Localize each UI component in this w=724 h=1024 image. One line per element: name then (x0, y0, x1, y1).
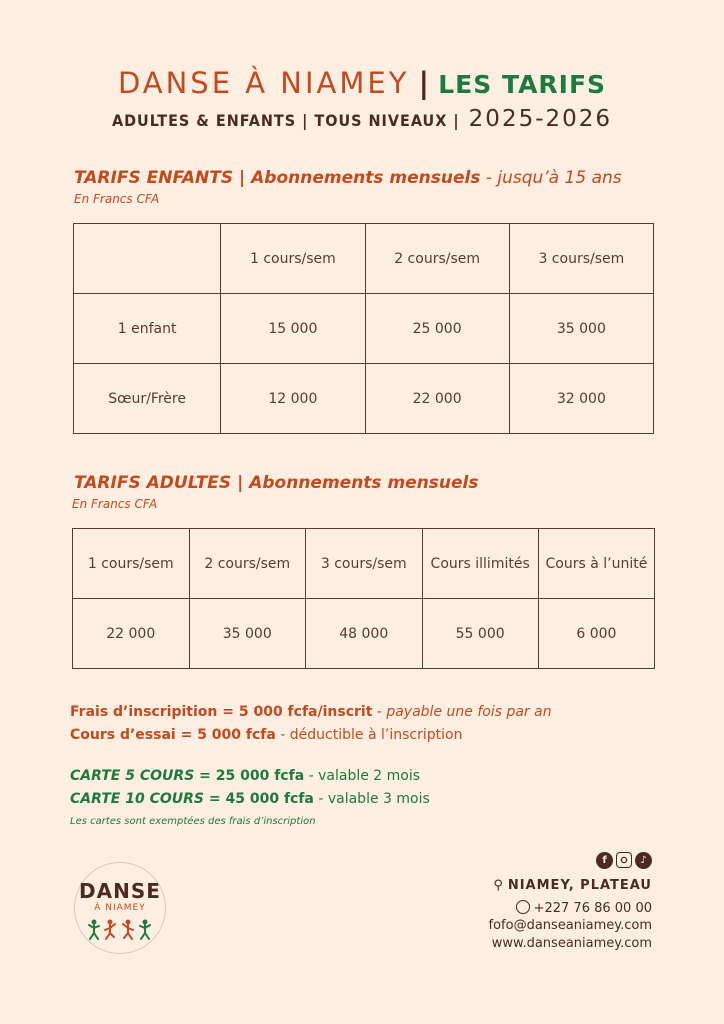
title-tarifs: LES TARIFS (438, 70, 607, 99)
table-cell: 48 000 (306, 599, 423, 669)
location-pin-icon: ⚲ (493, 878, 504, 893)
cartes-exemption-note: Les cartes sont exemptées des frais d’inscription (70, 816, 316, 827)
table-header-row (73, 529, 655, 599)
table-header-cell: 3 cours/sem (306, 529, 423, 599)
adultes-section-title (74, 473, 479, 493)
adultes-title-bold: TARIFS ADULTES | Abonnements mensuels (74, 473, 479, 493)
frais-inscription-line (70, 704, 552, 720)
enfants-title-bold: TARIFS ENFANTS | Abonnements mensuels (74, 168, 481, 188)
contact-website[interactable]: www.danseaniamey.com (491, 936, 652, 951)
contact-phone[interactable] (516, 900, 652, 916)
page-subtitle (0, 106, 724, 132)
title-separator: | (418, 66, 430, 100)
subtitle-text: ADULTES & ENFANTS | TOUS NIVEAUX | (111, 111, 460, 130)
table-header-cell: 2 cours/sem (189, 529, 306, 599)
table-cell: 22 000 (73, 599, 190, 669)
table-header-row (74, 224, 654, 294)
tiktok-icon[interactable]: ♪ (635, 852, 652, 869)
carte-10-label: CARTE 10 COURS (70, 791, 205, 807)
cours-essai-note: - déductible à l’inscription (275, 727, 463, 743)
table-row-label: Sœur/Frère (74, 364, 221, 434)
carte-5-note: - valable 2 mois (304, 768, 421, 784)
subtitle-year: 2025-2026 (468, 106, 613, 132)
brand-logo (74, 862, 166, 954)
carte-5-label: CARTE 5 COURS (70, 768, 195, 784)
frais-inscription-note: payable une fois par an (386, 704, 552, 720)
carte-5-price: = 25 000 fcfa (194, 768, 305, 784)
table-header-cell: Cours à l’unité (538, 529, 654, 599)
carte-10-line (70, 791, 430, 807)
facebook-icon[interactable]: f (596, 852, 613, 869)
contact-city (493, 878, 652, 893)
page-title (0, 66, 724, 100)
cours-essai-price: Cours d’essai = 5 000 fcfa (70, 727, 276, 743)
enfants-section-title (74, 168, 622, 188)
dancers-icon (88, 917, 152, 943)
title-main: DANSE À NIAMEY (117, 66, 410, 100)
enfants-title-age: - jusqu’à 15 ans (480, 168, 622, 188)
table-row (74, 364, 654, 434)
phone-text: +227 76 86 00 00 (533, 901, 652, 916)
frais-inscription-price: Frais d’inscripition = 5 000 fcfa/inscrit (70, 704, 373, 720)
logo-text-bottom: À NIAMEY (94, 903, 146, 913)
table-cell: 6 000 (538, 599, 654, 669)
cours-essai-line (70, 727, 462, 743)
table-cell: 25 000 (365, 294, 509, 364)
table-row-label: 1 enfant (74, 294, 221, 364)
table-cell: 22 000 (365, 364, 509, 434)
city-text: NIAMEY, PLATEAU (507, 878, 652, 893)
table-header-cell: 1 cours/sem (73, 529, 190, 599)
adultes-price-table (72, 528, 655, 669)
table-row (74, 294, 654, 364)
table-cell: 55 000 (422, 599, 538, 669)
table-cell: 35 000 (189, 599, 306, 669)
whatsapp-icon (516, 900, 530, 914)
table-header-cell: 2 cours/sem (365, 224, 509, 294)
carte-5-line (70, 768, 420, 784)
table-header-cell: Cours illimités (422, 529, 538, 599)
carte-10-price: = 45 000 fcfa (204, 791, 314, 807)
instagram-icon[interactable] (616, 852, 632, 868)
table-header-cell: 3 cours/sem (509, 224, 653, 294)
social-icons (596, 852, 652, 869)
frais-inscription-sep: - (372, 704, 387, 720)
enfants-price-table (73, 223, 654, 434)
adultes-currency-note: En Francs CFA (72, 497, 158, 511)
table-row (73, 599, 655, 669)
logo-text-top: DANSE (79, 879, 161, 903)
enfants-currency-note: En Francs CFA (74, 192, 160, 206)
table-header-cell (74, 224, 221, 294)
carte-10-note: - valable 3 mois (313, 791, 430, 807)
contact-email[interactable]: fofo@danseaniamey.com (488, 918, 652, 933)
table-cell: 12 000 (221, 364, 365, 434)
table-cell: 32 000 (509, 364, 653, 434)
table-header-cell: 1 cours/sem (221, 224, 365, 294)
table-cell: 15 000 (221, 294, 365, 364)
table-cell: 35 000 (509, 294, 653, 364)
